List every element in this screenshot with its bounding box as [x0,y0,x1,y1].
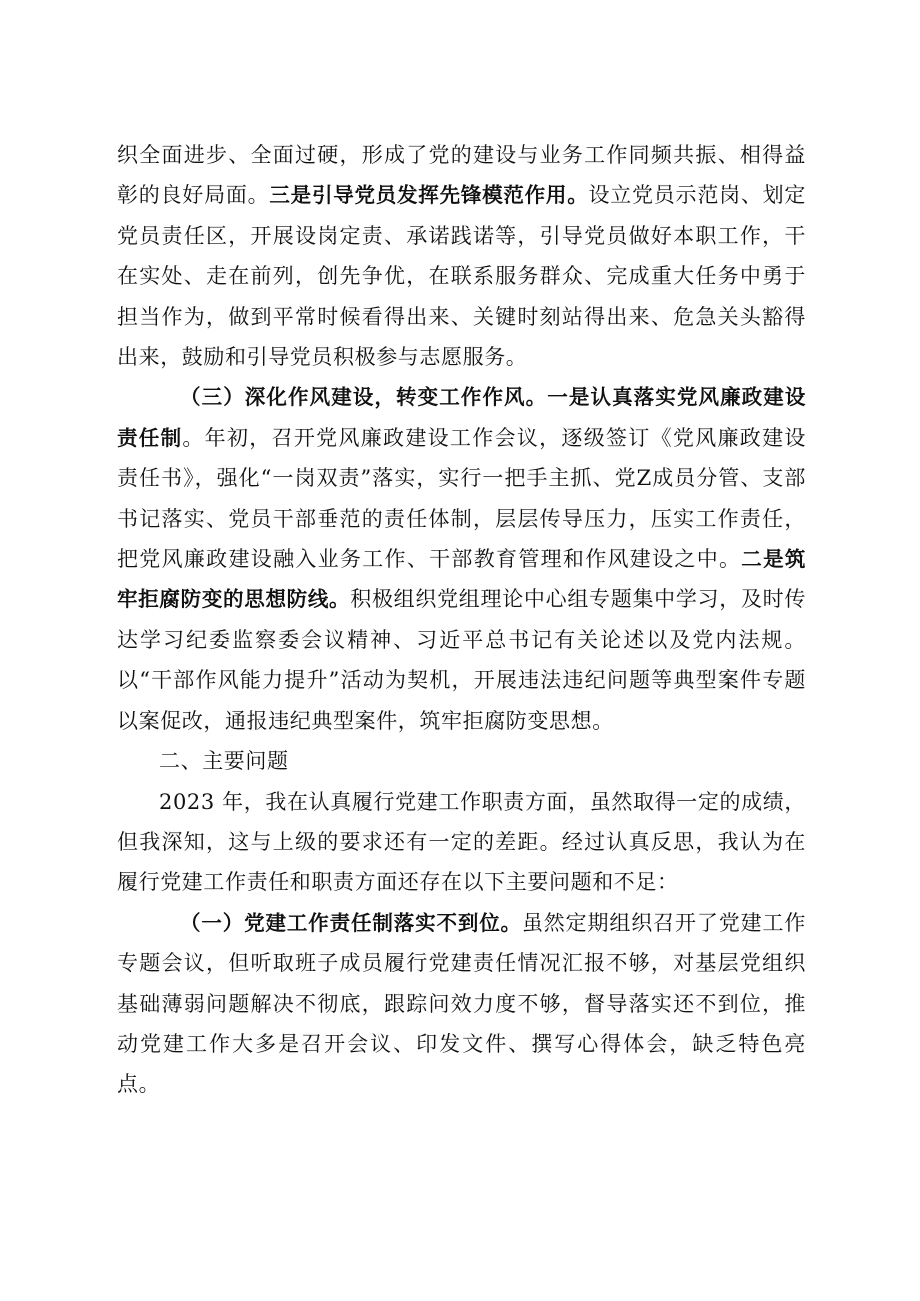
section-heading-bold: （三）深化作风建设，转变工作作风。一是认真落实党风廉政建设责任制 [117,385,806,450]
paragraph-intro: 2023 年，我在认真履行党建工作职责方面，虽然取得一定的成绩，但我深知，这与上级的要求还有一定的差距。经过认真反思，我认为在履行党建工作责任和职责方面还存在以下主要问题和不足： [117,789,806,895]
document-body [117,135,806,1105]
paragraph-leadership-role [117,135,806,377]
section-heading: 二、主要问题 [159,749,289,774]
paragraph-text: 织全面进步、全面过硬，形成了党的建设与业务工作同频共振、相得益彰的良好局面。 [117,143,806,208]
paragraph-bold-lead: （一）党建工作责任制落实不到位。 [180,910,522,935]
paragraph-bold-lead: 二是筑牢拒腐防变的思想防线。 [117,547,806,612]
paragraph-text: 积极组织党组理论中心组专题集中学习，及时传达学习纪委监察委会议精神、习近平总书记有关论述以及党内法规。以“干部作风能力提升”活动为契机，开展违法违纪问题等典型案件专题以案促改，通报违纪典型案件，筑牢拒腐防变思想。 [117,587,806,733]
paragraph-bold-lead: 三是引导党员发挥先锋模范作用。 [269,183,589,208]
paragraph-text: 虽然定期组织召开了党建工作专题会议，但听取班子成员履行党建责任情况汇报不够，对基层党组织基础薄弱问题解决不彻底，跟踪问效力度不够，督导落实还不到位，推动党建工作大多是召开会议、印发文件、撰写心得体会，缺乏特色亮点。 [117,910,806,1097]
paragraph-problem-one [117,903,806,1105]
paragraph-style-building [117,377,806,741]
paragraph-text: 设立党员示范岗、划定党员责任区，开展设岗定责、承诺践诺等，引导党员做好本职工作，干在实处、走在前列，创先争优，在联系服务群众、完成重大任务中勇于担当作为，做到平常时候看得出来、关键时刻站得出来、危急关头豁得出来，鼓励和引导党员积极参与志愿服务。 [117,183,807,370]
paragraph-text: 。年初，召开党风廉政建设工作会议，逐级签订《党风廉政建设责任书》，强化“一岗双责”落实，实行一把手主抓、党Z成员分管、支部书记落实、党员干部垂范的责任体制，层层传导压力，压实工作责任，把党风廉政建设融入业务工作、干部教育管理和作风建设之中。 [117,425,806,572]
